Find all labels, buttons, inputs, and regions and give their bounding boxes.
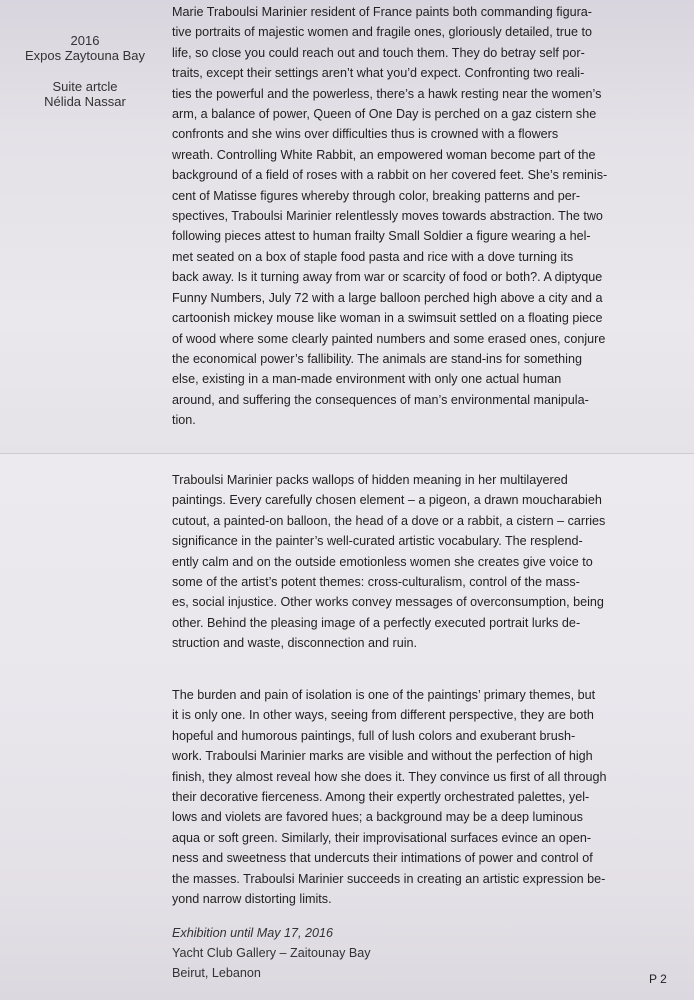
text-line: met seated on a box of staple food pasta and rice with a dove turning its [172, 249, 574, 264]
text-line: other. Behind the pleasing image of a perfectly executed portrait lurks de- [172, 615, 581, 630]
text-line: The burden and pain of isolation is one of the paintings’ primary themes, but [172, 688, 596, 702]
paragraph-body [172, 685, 632, 909]
text-line: some of the artist’s potent themes: cross-culturalism, control of the mass- [172, 575, 580, 590]
text-line: ently calm and on the outside emotionless women she creates give voice to [172, 554, 593, 569]
text-line: significance in the painter’s well-curated artistic vocabulary. The resplend- [172, 534, 583, 549]
text-line: hopeful and humorous paintings, full of lush colors and exuberant brush- [172, 728, 576, 743]
text-line: finish, they almost reveal how she does it. They convince us first of all through [172, 769, 607, 784]
text-line: back away. Is it turning away from war or scarcity of food or both?. A diptyque [172, 270, 603, 285]
text-line: of wood where some clearly painted numbers and some erased ones, conjure [172, 331, 606, 346]
text-line: Marie Traboulsi Marinier resident of France paints both commanding figura- [172, 5, 592, 19]
text-line: yond narrow distorting limits. [172, 892, 332, 907]
text-line: life, so close you could reach out and touch them. They do betray self por- [172, 45, 585, 60]
text-line: confronts and she wins over difficulties thus is crowned with a flowers [172, 127, 559, 142]
text-line: it is only one. In other ways, seeing from different perspective, they are both [172, 708, 594, 723]
sidebar-event: Expos Zaytouna Bay [25, 48, 145, 63]
exhibition-info [172, 923, 632, 983]
text-line: paintings. Every carefully chosen element – a pigeon, a drawn moucharabieh [172, 493, 602, 508]
article-paragraph-3 [172, 685, 632, 909]
exhibition-city: Beirut, Lebanon [172, 966, 261, 980]
text-line: tive portraits of majestic women and fragile ones, gloriously detailed, true to [172, 25, 593, 40]
sidebar-year: 2016 [70, 33, 100, 48]
text-line: ness and sweetness that undercuts their intimations of power and control of [172, 851, 593, 866]
article-paragraph-2 [172, 470, 632, 654]
paragraph-body [172, 470, 632, 654]
exhibition-dates: Exhibition until May 17, 2016 [172, 926, 334, 940]
sidebar-info [10, 33, 160, 109]
text-line: wreath. Controlling White Rabbit, an empowered woman become part of the [172, 147, 596, 162]
text-line: tion. [172, 413, 196, 428]
text-line: aqua or soft green. Similarly, their improvisational surfaces evince an open- [172, 830, 592, 845]
text-line: work. Traboulsi Marinier marks are visible and without the perfection of high [172, 749, 593, 764]
text-line: around, and suffering the consequences of man’s environmental manipula- [172, 392, 589, 407]
text-line: the economical power’s fallibility. The animals are stand-ins for something [172, 351, 582, 366]
sidebar-suite: Suite artcle [52, 79, 118, 94]
text-line: es, social injustice. Other works convey messages of overconsumption, being [172, 595, 604, 610]
text-line: following pieces attest to human frailty Small Soldier a figure wearing a hel- [172, 229, 591, 244]
text-line: Funny Numbers, July 72 with a large balloon perched high above a city and a [172, 290, 603, 305]
text-line: arm, a balance of power, Queen of One Day is perched on a gaz cistern she [172, 107, 597, 122]
article-paragraph-1 [172, 2, 632, 431]
paragraph-body [172, 2, 632, 431]
text-line: cartoonish mickey mouse like woman in a swimsuit settled on a floating piece [172, 311, 603, 326]
text-line: struction and waste, disconnection and ruin. [172, 636, 418, 651]
page-number: P 2 [649, 972, 667, 986]
text-line: traits, except their settings aren’t what you’d expect. Confronting two reali- [172, 66, 585, 81]
text-line: cent of Matisse figures whereby through color, breaking patterns and per- [172, 188, 581, 203]
text-line: background of a field of roses with a rabbit on her covered feet. She’s reminis- [172, 168, 608, 183]
text-line: the masses. Traboulsi Marinier succeeds in creating an artistic expression be- [172, 871, 606, 886]
text-line: lows and violets are favored hues; a background may be a deep luminous [172, 810, 583, 825]
text-line: else, existing in a man-made environment with only one actual human [172, 372, 562, 387]
text-line: their decorative fierceness. Among their expertly orchestrated palettes, yel- [172, 790, 590, 805]
text-line: ties the powerful and the powerless, there’s a hawk resting near the women’s [172, 86, 602, 101]
text-line: Traboulsi Marinier packs wallops of hidden meaning in her multilayered [172, 473, 568, 487]
exhibition-venue: Yacht Club Gallery – Zaitounay Bay [172, 946, 371, 960]
sidebar-author: Nélida Nassar [44, 94, 126, 109]
text-line: spectives, Traboulsi Marinier relentlessly moves towards abstraction. The two [172, 209, 603, 224]
text-line: cutout, a painted-on balloon, the head of a dove or a rabbit, a cistern – carries [172, 513, 606, 528]
